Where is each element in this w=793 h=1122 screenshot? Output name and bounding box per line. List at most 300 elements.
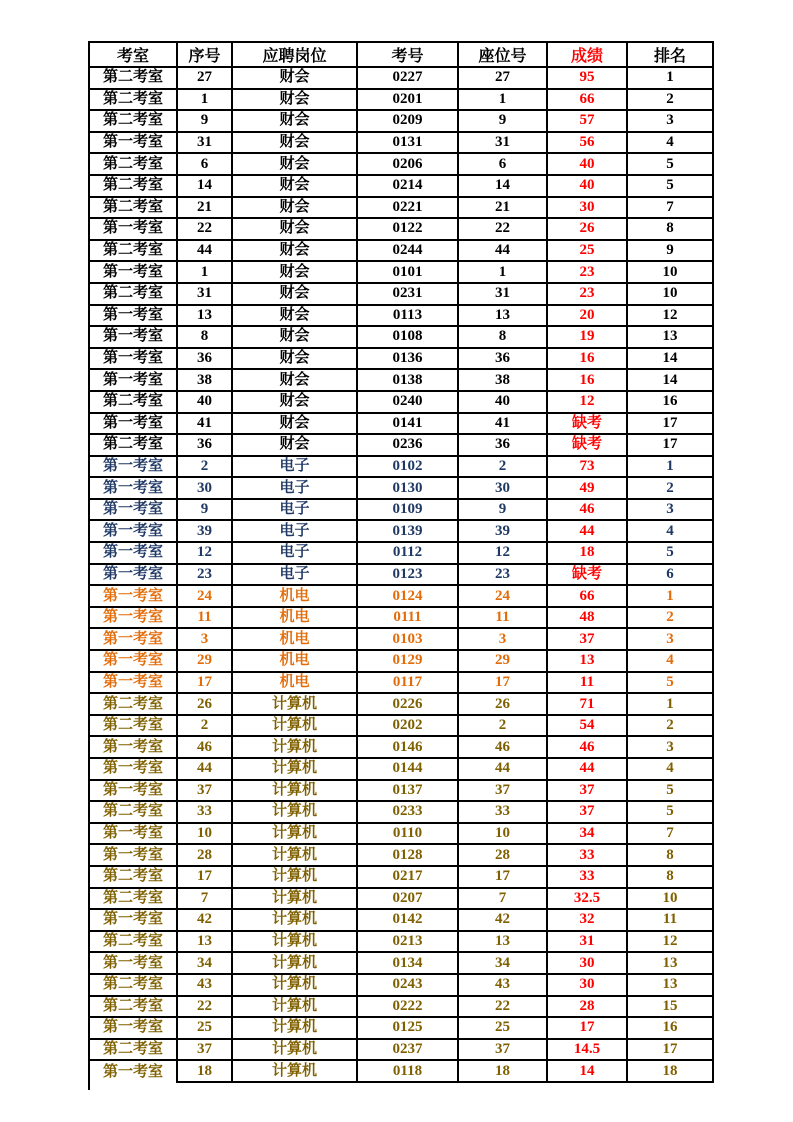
cell-room: 第一考室 [90,651,178,673]
cell-rank: 8 [628,219,714,241]
table-row [90,241,714,263]
cell-position: 计算机 [233,737,358,759]
cell-score: 33 [548,867,628,889]
cell-position: 计算机 [233,910,358,932]
cell-rank: 2 [628,478,714,500]
cell-score: 32.5 [548,889,628,911]
cell-room: 第一考室 [90,759,178,781]
cell-seat: 36 [459,435,548,457]
cell-exam_no: 0202 [358,716,459,738]
cell-exam_no: 0222 [358,997,459,1019]
cell-no: 22 [178,997,233,1019]
cell-no: 39 [178,521,233,543]
cell-seat: 46 [459,737,548,759]
cell-room: 第一考室 [90,370,178,392]
cell-score: 28 [548,997,628,1019]
column-header-exam-no: 考号 [358,43,459,68]
cell-exam_no: 0128 [358,845,459,867]
cell-rank: 3 [628,737,714,759]
cell-seat: 23 [459,565,548,587]
table-row [90,867,714,889]
cell-score: 66 [548,90,628,112]
cell-score: 30 [548,975,628,997]
cell-room: 第二考室 [90,932,178,954]
cell-score: 25 [548,241,628,263]
cell-rank: 5 [628,154,714,176]
cell-rank: 1 [628,586,714,608]
table-row [90,889,714,911]
cell-exam_no: 0244 [358,241,459,263]
table-row [90,953,714,975]
cell-position: 电子 [233,500,358,522]
cell-position: 财会 [233,90,358,112]
column-header-no: 序号 [178,43,233,68]
cell-exam_no: 0231 [358,284,459,306]
cell-score: 49 [548,478,628,500]
cell-room: 第一考室 [90,673,178,695]
cell-room: 第一考室 [90,1061,178,1083]
cell-room: 第二考室 [90,802,178,824]
cell-no: 3 [178,629,233,651]
cell-seat: 28 [459,845,548,867]
cell-score: 71 [548,694,628,716]
table-row [90,975,714,997]
cell-room: 第二考室 [90,867,178,889]
table-row [90,694,714,716]
table-row [90,845,714,867]
cell-position: 电子 [233,521,358,543]
cell-position: 机电 [233,586,358,608]
cell-rank: 5 [628,176,714,198]
cell-seat: 10 [459,824,548,846]
cell-score: 54 [548,716,628,738]
cell-exam_no: 0137 [358,781,459,803]
cell-position: 财会 [233,327,358,349]
cell-position: 电子 [233,543,358,565]
cell-room: 第一考室 [90,349,178,371]
cell-rank: 4 [628,759,714,781]
cell-room: 第一考室 [90,586,178,608]
cell-seat: 9 [459,111,548,133]
cell-exam_no: 0108 [358,327,459,349]
cell-room: 第一考室 [90,565,178,587]
cell-no: 36 [178,349,233,371]
cell-room: 第二考室 [90,392,178,414]
cell-rank: 5 [628,781,714,803]
cell-no: 28 [178,845,233,867]
cell-score: 缺考 [548,435,628,457]
cell-rank: 16 [628,1018,714,1040]
cell-rank: 13 [628,953,714,975]
cell-score: 34 [548,824,628,846]
cell-rank: 15 [628,997,714,1019]
table-row [90,349,714,371]
cell-no: 9 [178,500,233,522]
cell-rank: 5 [628,673,714,695]
cell-room: 第二考室 [90,716,178,738]
results-table-container [88,41,714,1083]
cell-rank: 16 [628,392,714,414]
cell-score: 46 [548,500,628,522]
table-row [90,284,714,306]
cell-no: 31 [178,284,233,306]
cell-exam_no: 0142 [358,910,459,932]
cell-no: 9 [178,111,233,133]
cell-seat: 24 [459,586,548,608]
table-row [90,737,714,759]
cell-seat: 42 [459,910,548,932]
cell-seat: 2 [459,457,548,479]
cell-room: 第一考室 [90,953,178,975]
cell-rank: 3 [628,500,714,522]
cell-score: 37 [548,629,628,651]
cell-no: 11 [178,608,233,630]
table-row [90,802,714,824]
cell-room: 第二考室 [90,997,178,1019]
cell-no: 38 [178,370,233,392]
table-row [90,824,714,846]
cell-seat: 31 [459,133,548,155]
cell-rank: 4 [628,133,714,155]
cell-no: 10 [178,824,233,846]
cell-exam_no: 0101 [358,262,459,284]
cell-score: 26 [548,219,628,241]
cell-no: 46 [178,737,233,759]
cell-position: 财会 [233,414,358,436]
cell-score: 30 [548,953,628,975]
cell-score: 95 [548,68,628,90]
cell-seat: 26 [459,694,548,716]
table-row [90,392,714,414]
cell-position: 机电 [233,673,358,695]
cell-exam_no: 0129 [358,651,459,673]
cell-seat: 38 [459,370,548,392]
cell-exam_no: 0136 [358,349,459,371]
column-header-rank: 排名 [628,43,714,68]
cell-room: 第一考室 [90,824,178,846]
table-row [90,90,714,112]
cell-no: 34 [178,953,233,975]
cell-room: 第一考室 [90,845,178,867]
cell-exam_no: 0125 [358,1018,459,1040]
table-row [90,1018,714,1040]
cell-no: 12 [178,543,233,565]
cell-position: 财会 [233,198,358,220]
cell-rank: 10 [628,262,714,284]
cell-rank: 12 [628,306,714,328]
table-row [90,651,714,673]
cell-rank: 5 [628,802,714,824]
cell-no: 41 [178,414,233,436]
cell-position: 计算机 [233,1061,358,1083]
cell-rank: 2 [628,90,714,112]
cell-rank: 1 [628,457,714,479]
cell-rank: 7 [628,198,714,220]
table-row [90,327,714,349]
cell-seat: 34 [459,953,548,975]
cell-no: 1 [178,90,233,112]
table-row [90,997,714,1019]
cell-room: 第二考室 [90,889,178,911]
cell-room: 第一考室 [90,1018,178,1040]
cell-exam_no: 0139 [358,521,459,543]
cell-no: 30 [178,478,233,500]
cell-seat: 9 [459,500,548,522]
cell-exam_no: 0102 [358,457,459,479]
cell-no: 17 [178,867,233,889]
cell-rank: 5 [628,543,714,565]
cell-room: 第一考室 [90,414,178,436]
cell-position: 财会 [233,219,358,241]
cell-score: 12 [548,392,628,414]
cell-score: 33 [548,845,628,867]
cell-seat: 40 [459,392,548,414]
table-row [90,521,714,543]
cell-rank: 2 [628,608,714,630]
table-body [90,68,714,1083]
cell-no: 2 [178,716,233,738]
cell-no: 2 [178,457,233,479]
cell-exam_no: 0112 [358,543,459,565]
table-row [90,759,714,781]
cell-rank: 13 [628,327,714,349]
cell-position: 计算机 [233,802,358,824]
table-row [90,435,714,457]
cell-room: 第一考室 [90,910,178,932]
cell-score: 32 [548,910,628,932]
cell-room: 第一考室 [90,521,178,543]
table-row [90,176,714,198]
cell-room: 第一考室 [90,737,178,759]
cell-room: 第一考室 [90,306,178,328]
cell-score: 缺考 [548,414,628,436]
cell-position: 计算机 [233,759,358,781]
table-row [90,932,714,954]
cell-score: 20 [548,306,628,328]
cell-position: 计算机 [233,997,358,1019]
cell-no: 24 [178,586,233,608]
cell-score: 16 [548,349,628,371]
cell-exam_no: 0209 [358,111,459,133]
table-row [90,500,714,522]
cell-seat: 3 [459,629,548,651]
cell-rank: 18 [628,1061,714,1083]
cell-exam_no: 0237 [358,1040,459,1062]
cell-no: 6 [178,154,233,176]
cell-room: 第二考室 [90,68,178,90]
cell-seat: 14 [459,176,548,198]
cell-rank: 17 [628,414,714,436]
cell-no: 27 [178,68,233,90]
cell-seat: 37 [459,781,548,803]
cell-score: 19 [548,327,628,349]
cell-seat: 22 [459,997,548,1019]
table-row [90,68,714,90]
cell-position: 计算机 [233,889,358,911]
cell-rank: 1 [628,694,714,716]
table-row [90,457,714,479]
cell-exam_no: 0236 [358,435,459,457]
cell-seat: 41 [459,414,548,436]
cell-seat: 2 [459,716,548,738]
cell-seat: 44 [459,241,548,263]
cell-score: 14.5 [548,1040,628,1062]
cell-position: 财会 [233,154,358,176]
cell-room: 第一考室 [90,262,178,284]
cell-exam_no: 0221 [358,198,459,220]
cell-rank: 17 [628,1040,714,1062]
cell-room: 第二考室 [90,198,178,220]
cell-position: 电子 [233,457,358,479]
cell-seat: 33 [459,802,548,824]
cell-score: 11 [548,673,628,695]
cell-no: 33 [178,802,233,824]
cell-exam_no: 0240 [358,392,459,414]
cell-exam_no: 0134 [358,953,459,975]
table-row [90,910,714,932]
cell-room: 第二考室 [90,1040,178,1062]
column-header-seat: 座位号 [459,43,548,68]
cell-no: 44 [178,759,233,781]
cell-no: 31 [178,133,233,155]
cell-exam_no: 0131 [358,133,459,155]
cell-seat: 6 [459,154,548,176]
cell-exam_no: 0124 [358,586,459,608]
cell-score: 56 [548,133,628,155]
cell-exam_no: 0138 [358,370,459,392]
page-break-left-border-tick [88,1081,90,1090]
cell-score: 46 [548,737,628,759]
cell-position: 财会 [233,68,358,90]
cell-room: 第二考室 [90,284,178,306]
cell-room: 第一考室 [90,608,178,630]
cell-no: 43 [178,975,233,997]
cell-exam_no: 0214 [358,176,459,198]
cell-seat: 30 [459,478,548,500]
table-row [90,262,714,284]
cell-score: 40 [548,154,628,176]
cell-exam_no: 0146 [358,737,459,759]
cell-score: 73 [548,457,628,479]
cell-no: 37 [178,1040,233,1062]
cell-no: 7 [178,889,233,911]
cell-position: 计算机 [233,1040,358,1062]
cell-rank: 9 [628,241,714,263]
cell-no: 25 [178,1018,233,1040]
cell-room: 第二考室 [90,694,178,716]
cell-exam_no: 0118 [358,1061,459,1083]
cell-exam_no: 0206 [358,154,459,176]
cell-rank: 17 [628,435,714,457]
cell-seat: 18 [459,1061,548,1083]
cell-no: 22 [178,219,233,241]
cell-position: 财会 [233,284,358,306]
table-row [90,370,714,392]
cell-exam_no: 0226 [358,694,459,716]
cell-exam_no: 0213 [358,932,459,954]
cell-room: 第二考室 [90,435,178,457]
cell-seat: 21 [459,198,548,220]
cell-position: 财会 [233,176,358,198]
cell-score: 44 [548,521,628,543]
cell-position: 财会 [233,392,358,414]
cell-position: 电子 [233,565,358,587]
cell-room: 第一考室 [90,500,178,522]
cell-score: 44 [548,759,628,781]
cell-seat: 27 [459,68,548,90]
cell-exam_no: 0233 [358,802,459,824]
cell-rank: 14 [628,349,714,371]
cell-exam_no: 0217 [358,867,459,889]
cell-score: 37 [548,781,628,803]
cell-position: 机电 [233,608,358,630]
cell-seat: 1 [459,90,548,112]
cell-score: 48 [548,608,628,630]
cell-room: 第一考室 [90,629,178,651]
table-row [90,111,714,133]
cell-exam_no: 0111 [358,608,459,630]
cell-room: 第一考室 [90,327,178,349]
cell-seat: 11 [459,608,548,630]
cell-seat: 43 [459,975,548,997]
table-row [90,586,714,608]
cell-rank: 8 [628,867,714,889]
cell-score: 57 [548,111,628,133]
table-row [90,629,714,651]
cell-room: 第二考室 [90,90,178,112]
cell-rank: 13 [628,975,714,997]
cell-score: 31 [548,932,628,954]
cell-exam_no: 0122 [358,219,459,241]
table-row [90,478,714,500]
table-row [90,716,714,738]
cell-rank: 2 [628,716,714,738]
cell-rank: 6 [628,565,714,587]
cell-room: 第二考室 [90,975,178,997]
cell-position: 财会 [233,133,358,155]
cell-no: 13 [178,306,233,328]
cell-rank: 11 [628,910,714,932]
cell-no: 42 [178,910,233,932]
cell-exam_no: 0110 [358,824,459,846]
cell-score: 23 [548,284,628,306]
cell-seat: 39 [459,521,548,543]
cell-room: 第一考室 [90,457,178,479]
cell-exam_no: 0141 [358,414,459,436]
cell-position: 计算机 [233,716,358,738]
table-row [90,414,714,436]
cell-position: 计算机 [233,694,358,716]
cell-exam_no: 0123 [358,565,459,587]
cell-no: 40 [178,392,233,414]
cell-exam_no: 0117 [358,673,459,695]
cell-score: 30 [548,198,628,220]
table-row [90,306,714,328]
table-row [90,673,714,695]
cell-rank: 12 [628,932,714,954]
cell-position: 计算机 [233,953,358,975]
table-row [90,219,714,241]
cell-no: 26 [178,694,233,716]
cell-no: 8 [178,327,233,349]
cell-room: 第一考室 [90,478,178,500]
cell-rank: 3 [628,111,714,133]
table-row [90,543,714,565]
cell-exam_no: 0113 [358,306,459,328]
cell-no: 13 [178,932,233,954]
cell-score: 18 [548,543,628,565]
cell-seat: 7 [459,889,548,911]
